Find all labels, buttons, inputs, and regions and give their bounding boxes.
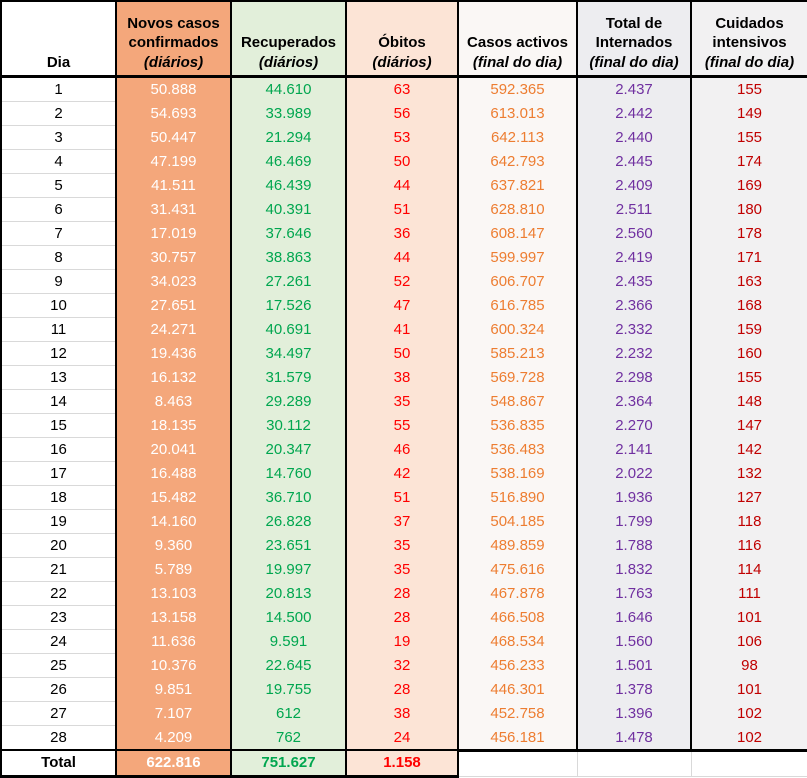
cell-obitos: 47 — [346, 294, 458, 318]
cell-recuperados: 612 — [231, 702, 346, 726]
cell-internados: 1.646 — [577, 606, 691, 630]
header-label: Total de Internados — [595, 14, 673, 52]
table-row — [1, 390, 807, 414]
total-casos-activos — [458, 750, 577, 777]
total-recuperados: 751.627 — [231, 750, 346, 777]
table-row — [1, 102, 807, 126]
cell-obitos: 28 — [346, 606, 458, 630]
cell-internados: 1.378 — [577, 678, 691, 702]
table-row — [1, 438, 807, 462]
cell-dia: 24 — [1, 630, 116, 654]
cell-novos: 16.132 — [116, 366, 231, 390]
cell-internados: 2.364 — [577, 390, 691, 414]
cell-cuidados: 160 — [691, 342, 807, 366]
total-novos-casos: 622.816 — [116, 750, 231, 777]
table-row — [1, 366, 807, 390]
cell-dia: 6 — [1, 198, 116, 222]
cell-dia: 21 — [1, 558, 116, 582]
cell-activos: 613.013 — [458, 102, 577, 126]
cell-recuperados: 23.651 — [231, 534, 346, 558]
table-row — [1, 270, 807, 294]
column-header-casos-activos — [458, 1, 577, 77]
table-row — [1, 77, 807, 102]
cell-obitos: 51 — [346, 198, 458, 222]
cell-recuperados: 14.760 — [231, 462, 346, 486]
cell-obitos: 28 — [346, 582, 458, 606]
total-label: Total — [1, 750, 116, 777]
cell-activos: 616.785 — [458, 294, 577, 318]
cell-dia: 5 — [1, 174, 116, 198]
cell-cuidados: 147 — [691, 414, 807, 438]
table-row — [1, 726, 807, 751]
cell-dia: 25 — [1, 654, 116, 678]
cell-recuperados: 46.469 — [231, 150, 346, 174]
cell-recuperados: 21.294 — [231, 126, 346, 150]
cell-cuidados: 102 — [691, 702, 807, 726]
cell-activos: 592.365 — [458, 77, 577, 102]
cell-internados: 2.435 — [577, 270, 691, 294]
cell-cuidados: 101 — [691, 606, 807, 630]
table-row — [1, 462, 807, 486]
cell-novos: 8.463 — [116, 390, 231, 414]
header-label: Cuidados intensivos — [712, 14, 787, 52]
total-obitos: 1.158 — [346, 750, 458, 777]
header-sublabel: (diários) — [143, 54, 204, 72]
cell-activos: 446.301 — [458, 678, 577, 702]
cell-novos: 15.482 — [116, 486, 231, 510]
table-row — [1, 702, 807, 726]
cell-novos: 14.160 — [116, 510, 231, 534]
cell-dia: 20 — [1, 534, 116, 558]
cell-activos: 516.890 — [458, 486, 577, 510]
cell-dia: 26 — [1, 678, 116, 702]
cell-novos: 34.023 — [116, 270, 231, 294]
cell-obitos: 35 — [346, 534, 458, 558]
header-label: Óbitos — [378, 34, 426, 52]
cell-novos: 31.431 — [116, 198, 231, 222]
table-row — [1, 534, 807, 558]
header-label: Dia — [46, 54, 71, 72]
column-header-internados — [577, 1, 691, 77]
column-header-cuidados-intensivos — [691, 1, 807, 77]
cell-novos: 17.019 — [116, 222, 231, 246]
cell-obitos: 42 — [346, 462, 458, 486]
cell-cuidados: 155 — [691, 126, 807, 150]
cell-cuidados: 114 — [691, 558, 807, 582]
cell-internados: 1.788 — [577, 534, 691, 558]
cell-novos: 11.636 — [116, 630, 231, 654]
cell-novos: 13.103 — [116, 582, 231, 606]
cell-internados: 2.419 — [577, 246, 691, 270]
total-internados — [577, 750, 691, 777]
cell-novos: 4.209 — [116, 726, 231, 751]
cell-recuperados: 31.579 — [231, 366, 346, 390]
cell-internados: 1.936 — [577, 486, 691, 510]
table-row — [1, 342, 807, 366]
cell-dia: 10 — [1, 294, 116, 318]
cell-dia: 23 — [1, 606, 116, 630]
cell-obitos: 36 — [346, 222, 458, 246]
cell-novos: 10.376 — [116, 654, 231, 678]
cell-cuidados: 169 — [691, 174, 807, 198]
cell-dia: 12 — [1, 342, 116, 366]
cell-novos: 27.651 — [116, 294, 231, 318]
table-row — [1, 486, 807, 510]
cell-recuperados: 14.500 — [231, 606, 346, 630]
table-row — [1, 414, 807, 438]
cell-dia: 28 — [1, 726, 116, 751]
cell-obitos: 38 — [346, 702, 458, 726]
cell-recuperados: 17.526 — [231, 294, 346, 318]
table-row — [1, 510, 807, 534]
cell-novos: 30.757 — [116, 246, 231, 270]
cell-novos: 50.888 — [116, 77, 231, 102]
cell-cuidados: 101 — [691, 678, 807, 702]
cell-internados: 1.763 — [577, 582, 691, 606]
cell-obitos: 41 — [346, 318, 458, 342]
cell-obitos: 44 — [346, 246, 458, 270]
cell-cuidados: 174 — [691, 150, 807, 174]
cell-cuidados: 106 — [691, 630, 807, 654]
cell-obitos: 56 — [346, 102, 458, 126]
total-row — [1, 750, 807, 777]
cell-internados: 2.437 — [577, 77, 691, 102]
cell-activos: 642.113 — [458, 126, 577, 150]
cell-internados: 2.232 — [577, 342, 691, 366]
cell-obitos: 52 — [346, 270, 458, 294]
cell-novos: 24.271 — [116, 318, 231, 342]
header-label: Recuperados — [240, 34, 337, 52]
cell-internados: 1.799 — [577, 510, 691, 534]
table-row — [1, 582, 807, 606]
cell-obitos: 50 — [346, 150, 458, 174]
cell-internados: 2.366 — [577, 294, 691, 318]
cell-internados: 2.270 — [577, 414, 691, 438]
cell-activos: 456.233 — [458, 654, 577, 678]
cell-recuperados: 36.710 — [231, 486, 346, 510]
cell-dia: 14 — [1, 390, 116, 414]
cell-cuidados: 149 — [691, 102, 807, 126]
cell-cuidados: 102 — [691, 726, 807, 751]
table-row — [1, 630, 807, 654]
cell-dia: 18 — [1, 486, 116, 510]
cell-activos: 536.835 — [458, 414, 577, 438]
header-label: Casos activos — [467, 34, 568, 52]
cell-internados: 2.409 — [577, 174, 691, 198]
table-row — [1, 174, 807, 198]
cell-dia: 15 — [1, 414, 116, 438]
cell-dia: 11 — [1, 318, 116, 342]
cell-internados: 1.396 — [577, 702, 691, 726]
header-sublabel: (diários) — [258, 54, 319, 72]
cell-dia: 22 — [1, 582, 116, 606]
cell-activos: 548.867 — [458, 390, 577, 414]
cell-cuidados: 98 — [691, 654, 807, 678]
table-row — [1, 678, 807, 702]
cell-novos: 20.041 — [116, 438, 231, 462]
table-row — [1, 606, 807, 630]
cell-obitos: 55 — [346, 414, 458, 438]
cell-cuidados: 178 — [691, 222, 807, 246]
cell-activos: 452.758 — [458, 702, 577, 726]
cell-activos: 475.616 — [458, 558, 577, 582]
table-row — [1, 558, 807, 582]
cell-internados: 2.298 — [577, 366, 691, 390]
cell-obitos: 53 — [346, 126, 458, 150]
cell-dia: 4 — [1, 150, 116, 174]
cell-novos: 9.360 — [116, 534, 231, 558]
table-row — [1, 318, 807, 342]
cell-internados: 2.560 — [577, 222, 691, 246]
cell-recuperados: 38.863 — [231, 246, 346, 270]
cell-dia: 1 — [1, 77, 116, 102]
cell-recuperados: 44.610 — [231, 77, 346, 102]
cell-cuidados: 155 — [691, 77, 807, 102]
cell-internados: 2.445 — [577, 150, 691, 174]
cell-activos: 468.534 — [458, 630, 577, 654]
cell-cuidados: 132 — [691, 462, 807, 486]
table-row — [1, 150, 807, 174]
table-body — [1, 77, 807, 751]
total-cuidados-intensivos — [691, 750, 807, 777]
cell-dia: 19 — [1, 510, 116, 534]
cell-activos: 538.169 — [458, 462, 577, 486]
cell-obitos: 28 — [346, 678, 458, 702]
cell-novos: 18.135 — [116, 414, 231, 438]
cell-recuperados: 762 — [231, 726, 346, 751]
cell-recuperados: 40.391 — [231, 198, 346, 222]
cell-activos: 606.707 — [458, 270, 577, 294]
cell-obitos: 35 — [346, 558, 458, 582]
cell-obitos: 50 — [346, 342, 458, 366]
cell-dia: 2 — [1, 102, 116, 126]
cell-cuidados: 118 — [691, 510, 807, 534]
cell-recuperados: 19.755 — [231, 678, 346, 702]
table-row — [1, 294, 807, 318]
cell-novos: 54.693 — [116, 102, 231, 126]
cell-activos: 536.483 — [458, 438, 577, 462]
cell-obitos: 38 — [346, 366, 458, 390]
cell-novos: 47.199 — [116, 150, 231, 174]
header-label: Novos casos confirmados — [127, 14, 220, 52]
cell-activos: 608.147 — [458, 222, 577, 246]
cell-dia: 27 — [1, 702, 116, 726]
cell-cuidados: 163 — [691, 270, 807, 294]
cell-cuidados: 155 — [691, 366, 807, 390]
cell-novos: 16.488 — [116, 462, 231, 486]
cell-dia: 7 — [1, 222, 116, 246]
cell-novos: 5.789 — [116, 558, 231, 582]
cell-internados: 2.511 — [577, 198, 691, 222]
cell-obitos: 35 — [346, 390, 458, 414]
cell-cuidados: 168 — [691, 294, 807, 318]
column-header-recuperados — [231, 1, 346, 77]
table-row — [1, 654, 807, 678]
cell-activos: 504.185 — [458, 510, 577, 534]
cell-cuidados: 159 — [691, 318, 807, 342]
cell-activos: 637.821 — [458, 174, 577, 198]
cell-activos: 642.793 — [458, 150, 577, 174]
cell-obitos: 63 — [346, 77, 458, 102]
cell-internados: 2.332 — [577, 318, 691, 342]
cell-activos: 628.810 — [458, 198, 577, 222]
cell-cuidados: 171 — [691, 246, 807, 270]
cell-cuidados: 148 — [691, 390, 807, 414]
cell-recuperados: 37.646 — [231, 222, 346, 246]
cell-dia: 13 — [1, 366, 116, 390]
cell-internados: 1.501 — [577, 654, 691, 678]
cell-recuperados: 33.989 — [231, 102, 346, 126]
column-header-novos-casos — [116, 1, 231, 77]
cell-cuidados: 180 — [691, 198, 807, 222]
cell-activos: 456.181 — [458, 726, 577, 751]
cell-novos: 13.158 — [116, 606, 231, 630]
table-row — [1, 198, 807, 222]
header-sublabel: (final do dia) — [472, 54, 563, 72]
cell-recuperados: 26.828 — [231, 510, 346, 534]
cell-cuidados: 142 — [691, 438, 807, 462]
cell-obitos: 32 — [346, 654, 458, 678]
header-sublabel: (diários) — [372, 54, 432, 72]
cell-novos: 41.511 — [116, 174, 231, 198]
cell-dia: 16 — [1, 438, 116, 462]
cell-recuperados: 34.497 — [231, 342, 346, 366]
cell-activos: 466.508 — [458, 606, 577, 630]
header-sublabel: (final do dia) — [704, 54, 795, 72]
cell-novos: 19.436 — [116, 342, 231, 366]
cell-obitos: 19 — [346, 630, 458, 654]
cell-cuidados: 127 — [691, 486, 807, 510]
cell-activos: 569.728 — [458, 366, 577, 390]
cell-recuperados: 20.813 — [231, 582, 346, 606]
cell-recuperados: 46.439 — [231, 174, 346, 198]
cell-recuperados: 22.645 — [231, 654, 346, 678]
cell-internados: 2.141 — [577, 438, 691, 462]
table-row — [1, 222, 807, 246]
cell-dia: 8 — [1, 246, 116, 270]
cell-recuperados: 9.591 — [231, 630, 346, 654]
table-row — [1, 246, 807, 270]
cell-obitos: 51 — [346, 486, 458, 510]
cell-obitos: 37 — [346, 510, 458, 534]
cell-activos: 599.997 — [458, 246, 577, 270]
cell-obitos: 24 — [346, 726, 458, 751]
cell-activos: 489.859 — [458, 534, 577, 558]
cell-internados: 1.560 — [577, 630, 691, 654]
cell-internados: 2.442 — [577, 102, 691, 126]
column-header-dia — [1, 1, 116, 77]
cell-cuidados: 116 — [691, 534, 807, 558]
cell-internados: 2.440 — [577, 126, 691, 150]
cell-novos: 9.851 — [116, 678, 231, 702]
header-row — [1, 1, 807, 77]
cell-cuidados: 111 — [691, 582, 807, 606]
cell-internados: 2.022 — [577, 462, 691, 486]
cell-recuperados: 19.997 — [231, 558, 346, 582]
cell-obitos: 44 — [346, 174, 458, 198]
cell-recuperados: 30.112 — [231, 414, 346, 438]
table-row — [1, 126, 807, 150]
cell-activos: 585.213 — [458, 342, 577, 366]
cell-recuperados: 20.347 — [231, 438, 346, 462]
header-sublabel: (final do dia) — [589, 54, 679, 72]
cell-activos: 600.324 — [458, 318, 577, 342]
column-header-obitos — [346, 1, 458, 77]
cell-recuperados: 40.691 — [231, 318, 346, 342]
cell-recuperados: 27.261 — [231, 270, 346, 294]
cell-dia: 9 — [1, 270, 116, 294]
cell-dia: 17 — [1, 462, 116, 486]
cell-dia: 3 — [1, 126, 116, 150]
cell-activos: 467.878 — [458, 582, 577, 606]
cell-novos: 7.107 — [116, 702, 231, 726]
cell-novos: 50.447 — [116, 126, 231, 150]
cell-internados: 1.478 — [577, 726, 691, 751]
cell-recuperados: 29.289 — [231, 390, 346, 414]
cell-obitos: 46 — [346, 438, 458, 462]
cell-internados: 1.832 — [577, 558, 691, 582]
